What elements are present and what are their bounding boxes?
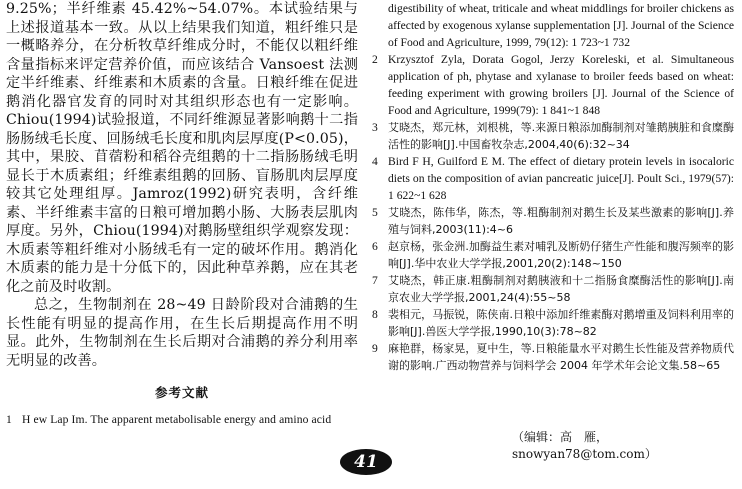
reference-text: H ew Lap Im. The apparent metabolisable energy and amino acid xyxy=(22,412,332,426)
left-column xyxy=(6,0,358,428)
right-column xyxy=(372,0,734,374)
reference-item-6 xyxy=(372,238,734,272)
reference-number: 6 xyxy=(372,240,378,253)
reference-text: Bird F H, Guilford E M. The effect of dietary protein levels in isocaloric diets on the composition of avian pancreatic juice[J]. Poult Sci., 1979(57): 1 622~1 628 xyxy=(388,155,734,202)
editor-credit: （编辑：高 雁，snowyan78@tom.com） xyxy=(512,430,657,461)
reference-item-2 xyxy=(372,51,734,119)
reference-number: 7 xyxy=(372,274,378,287)
reference-text: 艾晓杰，郑元林，刘根桃，等.来源日粮添加酶制剂对雏鹅胰脏和食糜酶活性的影响[J].中国畜牧杂志,2004,40(6):32~34 xyxy=(388,121,734,151)
reference-item-3 xyxy=(372,119,734,153)
reference-number: 9 xyxy=(372,342,378,355)
reference-number: 4 xyxy=(372,155,378,168)
reference-text: 麻艳群，杨家晃，夏中生，等.日粮能量水平对鹅生长性能及营养物质代谢的影响.广西动物营养与饲料学会 2004 年学术年会论文集.58~65 xyxy=(388,342,734,372)
reference-text: 艾晓杰，陈伟华，陈杰，等.粗酶制剂对鹅生长及某些激素的影响[J].养殖与饲料,2003(11):4~6 xyxy=(388,206,734,236)
page-number-badge xyxy=(340,449,392,475)
body-paragraph-1: 9.25%；半纤维素 45.42%~54.07%。本试验结果与上述报道基本一致。从以上结果我们知道，粗纤维只是一概略养分，在分析牧草纤维成分时，不能仅以粗纤维含量指标来评定营养价值，而应该结合 Vansoest 法测定半纤维素、纤维素和木质素的含量。日粮纤维在促进鹅消化器官发育的同时对其组织形态也有一定影响。Chiou(1994)试验报道，不同纤维源显著影响鹅十二指肠肠绒毛长度、回肠绒毛长度和肌肉层厚度(P<0.05)，其中，果胶、苜蓿粉和稻谷壳组鹅的十二指肠肠绒毛明显长于木质素组；纤维素组鹅的回肠、盲肠肌肉层厚度较其它处理组厚。Jamroz(1992)研究表明，含纤维素、半纤维素丰富的日粮可增加鹅小肠、大肠表层肌肉厚度。另外，Chiou(1994)对鹅肠壁组织学观察发现：木质素等粗纤维对小肠绒毛有一定的破坏作用。鹅消化木质素的能力是十分低下的，因此种草养鹅，应在其老化之前及时收割。 xyxy=(6,1,358,295)
reference-item-4 xyxy=(372,153,734,204)
reference-number: 5 xyxy=(372,206,378,219)
reference-number: 1 xyxy=(6,412,12,426)
reference-item-8 xyxy=(372,306,734,340)
reference-item-5 xyxy=(372,204,734,238)
reference-number: 8 xyxy=(372,308,378,321)
reference-number: 2 xyxy=(372,53,378,66)
reference-1-continuation: digestibility of wheat, triticale and wheat middlings for broiler chickens as affected by exogenous xylanse supplementation [J]. Journal of the Science of Food and Agriculture, 1999, 79(12): 1 723~1 732 xyxy=(388,2,734,49)
page-number: 41 xyxy=(354,452,378,472)
reference-item-9 xyxy=(372,340,734,374)
reference-text: 裴相元，马振锐，陈侠南.日粮中添加纤维素酶对鹅增重及饲料利用率的影响[J].兽医大学学报,1990,10(3):78~82 xyxy=(388,308,734,338)
reference-text: Krzysztof Zyla, Dorata Gogol, Jerzy Koreleski, et al. Simultaneous application of ph, phytase and xylanase to broiler feeds based on wheat: feeding experiment with growing broilers [J]. Journal of the Science of Food and Agriculture, 1999(79): 1 841~1 848 xyxy=(388,53,734,117)
reference-text: 艾晓杰，韩正康.粗酶制剂对鹅胰液和十二指肠食糜酶活性的影响[J].南京农业大学学报,2001,24(4):55~58 xyxy=(388,274,734,304)
reference-number: 3 xyxy=(372,121,378,134)
reference-item-7 xyxy=(372,272,734,306)
references-heading: 参考文献 xyxy=(154,385,209,400)
reference-text: 赵京杨，张金洲.加酶益生素对哺乳及断奶仔猪生产性能和腹泻频率的影响[J].华中农业大学学报,2001,20(2):148~150 xyxy=(388,240,734,270)
body-paragraph-2: 总之，生物制剂在 28~49 日龄阶段对合浦鹅的生长性能有明显的提高作用，在生长后期提高作用不明显。此外，生物制剂在生长后期对合浦鹅的养分利用率无明显的改善。 xyxy=(6,297,358,369)
reference-item-1 xyxy=(6,411,358,428)
